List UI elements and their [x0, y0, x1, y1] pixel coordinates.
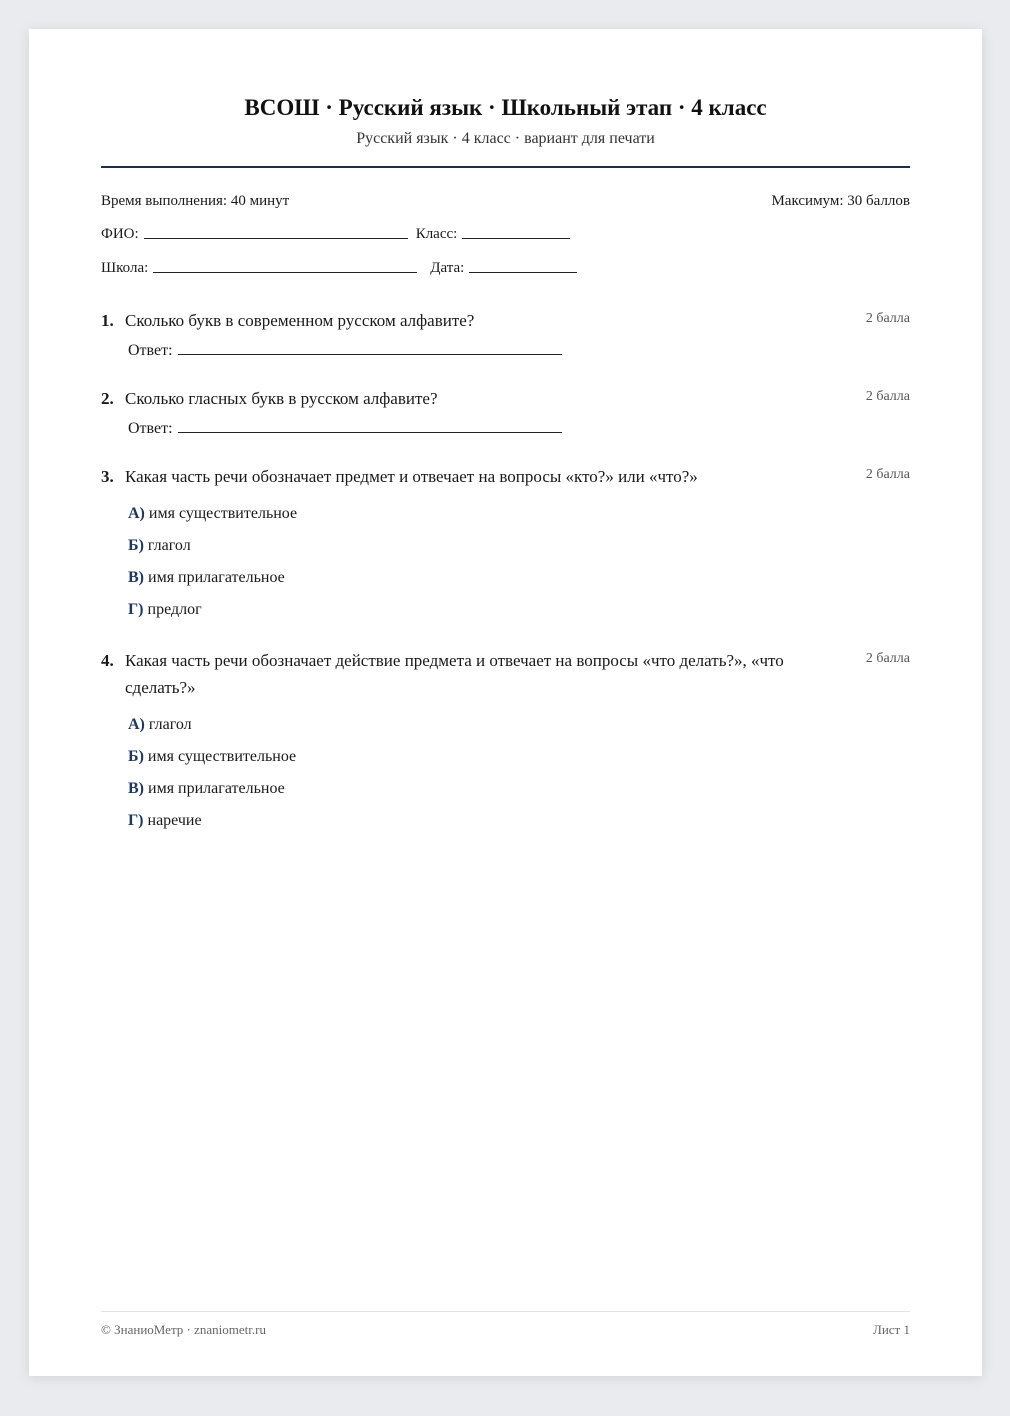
- option-b: [128, 747, 910, 779]
- option-letter: Г): [128, 812, 144, 829]
- question-3: [101, 463, 910, 632]
- fio-label: ФИО:: [101, 226, 139, 242]
- answer-label: Ответ:: [128, 420, 173, 437]
- option-letter: А): [128, 505, 145, 522]
- question-2: [101, 385, 910, 438]
- footer-copyright: © ЗнаниоМетр · znaniometr.ru: [101, 1322, 266, 1337]
- answer-row: [128, 420, 910, 438]
- page-content: [101, 29, 910, 1376]
- question-points: 2 балла: [865, 311, 910, 326]
- question-header: [101, 307, 910, 334]
- question-number: 4.: [101, 651, 114, 670]
- question-points: 2 балла: [865, 467, 910, 482]
- answer-row: [128, 342, 910, 360]
- class-field[interactable]: [462, 237, 570, 239]
- option-text: глагол: [148, 716, 192, 733]
- option-text: глагол: [147, 537, 191, 554]
- page-title: ВСОШ · Русский язык · Школьный этап · 4 класс: [244, 95, 767, 120]
- answer-field[interactable]: [178, 353, 562, 355]
- question-text: Какая часть речи обозначает предмет и отвечает на вопросы «кто?» или «что?»: [125, 467, 698, 486]
- options-list: [128, 504, 910, 632]
- option-b: [128, 536, 910, 568]
- date-field[interactable]: [469, 271, 577, 273]
- meta-row-fio: [101, 226, 910, 243]
- option-text: наречие: [147, 812, 202, 829]
- option-d: [128, 600, 910, 632]
- question-text: Сколько гласных букв в русском алфавите?: [125, 389, 438, 408]
- class-label: Класс:: [415, 226, 458, 242]
- option-letter: А): [128, 716, 145, 733]
- question-header: [101, 463, 910, 490]
- answer-field[interactable]: [178, 431, 562, 433]
- option-text: предлог: [147, 601, 202, 618]
- school-field[interactable]: [153, 271, 417, 273]
- question-points: 2 балла: [865, 389, 910, 404]
- option-letter: В): [128, 569, 144, 586]
- question-1: [101, 307, 910, 360]
- question-text: Сколько букв в современном русском алфавите?: [125, 311, 475, 330]
- question-header: [101, 647, 910, 701]
- option-c: [128, 568, 910, 600]
- question-number: 2.: [101, 389, 114, 408]
- question-number: 3.: [101, 467, 114, 486]
- option-letter: В): [128, 780, 144, 797]
- question-text: Какая часть речи обозначает действие предмета и отвечает на вопросы «что делать?», «что сделать?»: [125, 651, 784, 697]
- options-list: [128, 715, 910, 843]
- date-label: Дата:: [430, 260, 465, 276]
- option-text: имя существительное: [148, 505, 298, 522]
- answer-label: Ответ:: [128, 342, 173, 359]
- document-page: [29, 29, 982, 1376]
- question-header: [101, 385, 910, 412]
- option-letter: Б): [128, 537, 144, 554]
- option-letter: Б): [128, 748, 144, 765]
- fio-field[interactable]: [144, 237, 408, 239]
- option-d: [128, 811, 910, 843]
- page-footer: [101, 1311, 910, 1338]
- option-a: [128, 504, 910, 536]
- meta-row-school: [101, 260, 910, 277]
- school-label: Школа:: [101, 260, 149, 276]
- question-number: 1.: [101, 311, 114, 330]
- footer-sheet-number: Лист 1: [873, 1322, 910, 1337]
- option-letter: Г): [128, 601, 144, 618]
- option-c: [128, 779, 910, 811]
- question-4: [101, 647, 910, 843]
- max-score: Максимум: 30 баллов: [771, 193, 910, 209]
- option-text: имя прилагательное: [148, 780, 285, 797]
- option-text: имя существительное: [147, 748, 297, 765]
- header-divider: [101, 166, 910, 168]
- page-subtitle: Русский язык · 4 класс · вариант для печати: [356, 130, 655, 147]
- question-points: 2 балла: [865, 651, 910, 666]
- option-text: имя прилагательное: [148, 569, 285, 586]
- option-a: [128, 715, 910, 747]
- meta-row-time: [101, 193, 910, 210]
- time-limit: Время выполнения: 40 минут: [101, 193, 290, 209]
